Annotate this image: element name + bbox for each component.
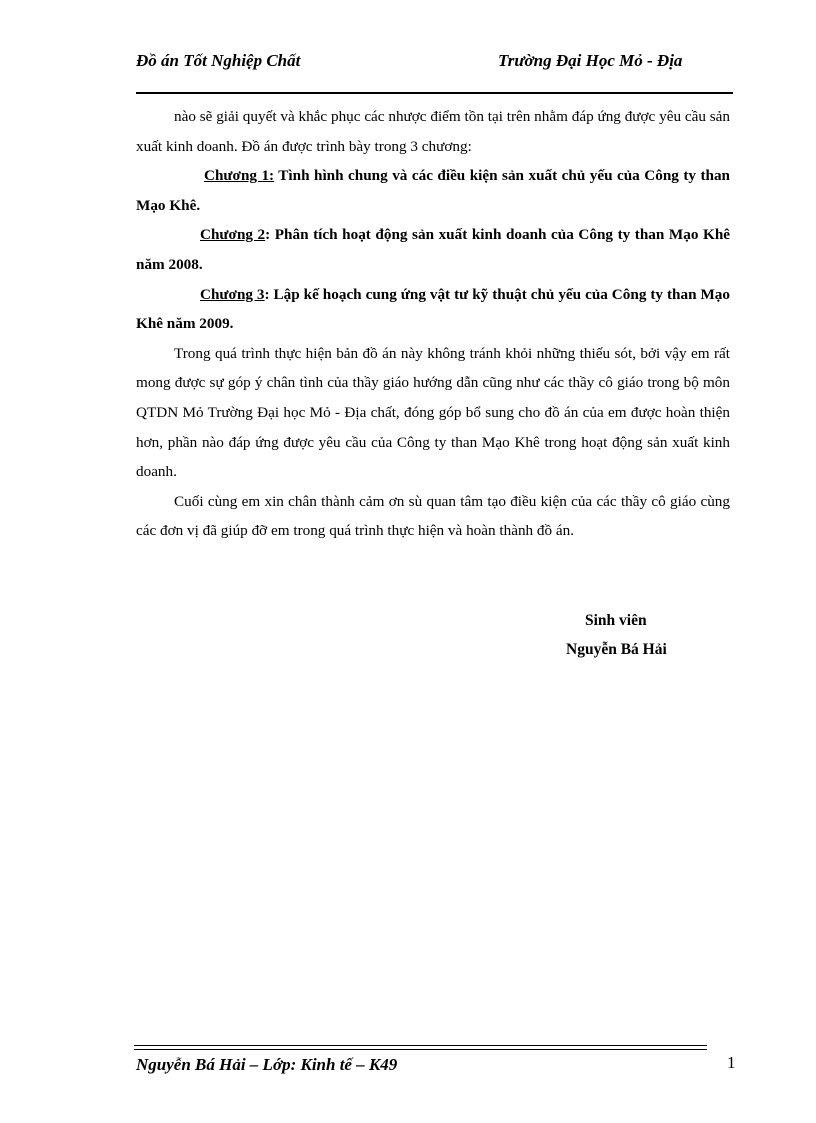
acknowledgement-paragraph: Trong quá trình thực hiện bản đồ án này không tránh khỏi những thiếu sót, bởi vậy em rất mong được sự góp ý chân tình của thầy giáo hướng dẫn cũng như các thầy cô giáo trong bộ môn QTDN Mỏ Trường Đại học Mỏ - Địa chất, đóng góp bổ sung cho đồ án của em được hoàn thiện hơn, phần nào đáp ứng được yêu cầu của Công ty than Mạo Khê trong hoạt động sản xuất kinh doanh. bbox=[136, 344, 730, 481]
chapter-1-title: Tình hình chung và các điều kiện sản xuất chủ yếu của Công ty than Mạo Khê. bbox=[136, 167, 730, 214]
footer-author-class: Nguyễn Bá Hải – Lớp: Kinh tế – K49 bbox=[136, 1055, 398, 1074]
thanks-paragraph: Cuối cùng em xin chân thành cảm ơn sù quan tâm tạo điều kiện của các thầy cô giáo cùng các đơn vị đã giúp đỡ em trong quá trình thực hiện và hoàn thành đồ án. bbox=[136, 492, 730, 540]
chapter-2-entry bbox=[136, 220, 730, 279]
header-document-title: Đồ án Tốt Nghiệp Chất bbox=[136, 51, 301, 70]
chapter-3-entry bbox=[136, 280, 730, 339]
header-divider bbox=[136, 92, 733, 94]
signature-block bbox=[566, 606, 766, 664]
chapter-1-entry bbox=[136, 161, 730, 220]
chapter-2-title: : Phân tích hoạt động sản xuất kinh doanh của Công ty than Mạo Khê năm 2008. bbox=[136, 226, 731, 273]
chapter-1-label: Chương 1: bbox=[204, 167, 275, 185]
footer-divider bbox=[134, 1045, 707, 1050]
signature-role: Sinh viên bbox=[585, 612, 647, 629]
chapter-3-title: : Lập kế hoạch cung ứng vật tư kỹ thuật chủ yếu của Công ty than Mạo Khê năm 2009. bbox=[136, 285, 730, 333]
intro-paragraph: nào sẽ giải quyết và khắc phục các nhược điểm tồn tại trên nhằm đáp ứng được yêu cầu sản xuất kinh doanh. Đồ án được trình bày trong 3 chương: bbox=[136, 108, 730, 155]
chapter-2-label: Chương 2 bbox=[200, 226, 266, 244]
signature-name: Nguyễn Bá Hải bbox=[566, 641, 667, 658]
chapter-3-label: Chương 3 bbox=[200, 285, 265, 303]
header-university-name: Trường Đại Học Mỏ - Địa bbox=[498, 51, 683, 70]
page-content bbox=[136, 102, 730, 546]
page-number: 1 bbox=[727, 1053, 736, 1072]
